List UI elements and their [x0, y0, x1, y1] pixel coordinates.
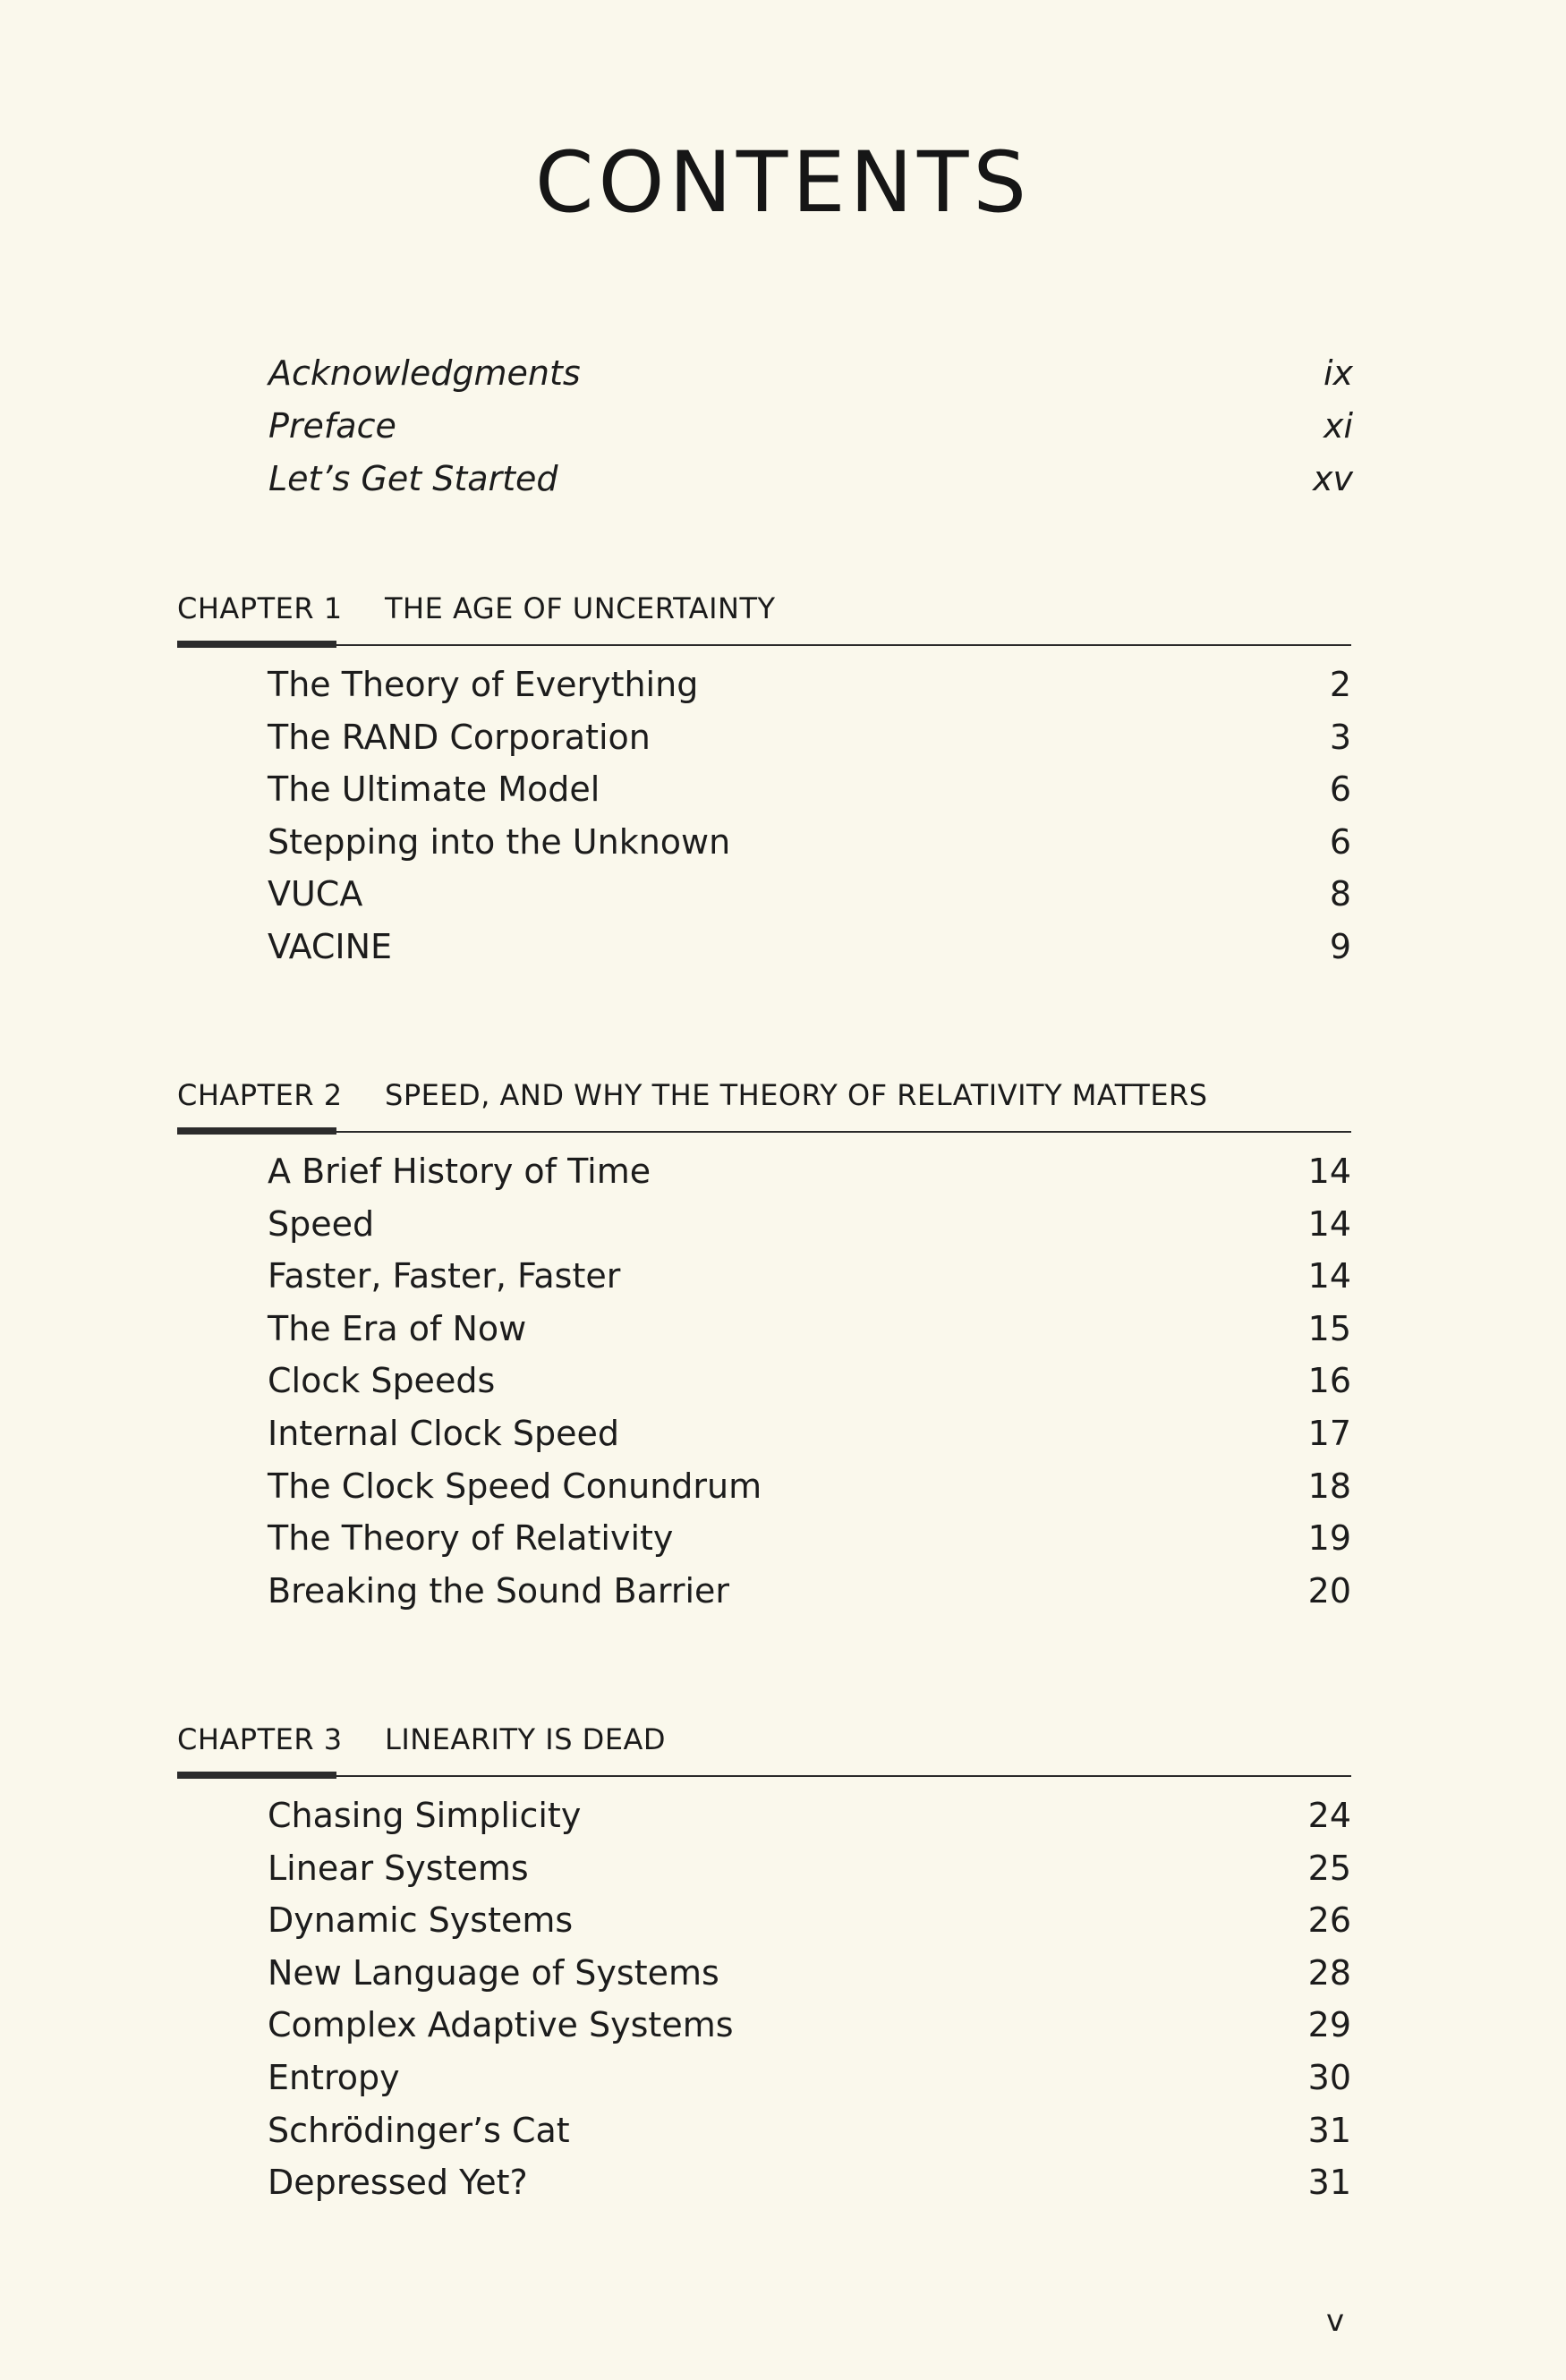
toc-entry[interactable]	[268, 821, 1351, 878]
page-title: CONTENTS	[534, 134, 1032, 232]
entry-label: The Theory of Everything	[268, 665, 699, 704]
entry-page: 17	[1307, 1413, 1351, 1453]
entry-label: The RAND Corporation	[268, 717, 651, 757]
entry-label: Schrödinger’s Cat	[268, 2110, 570, 2150]
chapter-divider	[177, 1772, 1351, 1781]
front-matter-item[interactable]	[268, 353, 1353, 409]
front-matter-item[interactable]	[268, 459, 1353, 514]
toc-entry[interactable]	[268, 769, 1351, 825]
entry-page: 26	[1307, 1900, 1351, 1941]
entry-label: VACINE	[268, 926, 393, 966]
entry-label: Speed	[268, 1203, 375, 1244]
toc-entry[interactable]	[268, 1848, 1351, 1904]
toc-entry[interactable]	[268, 1308, 1351, 1364]
entry-label: Stepping into the Unknown	[268, 821, 731, 862]
chapter-label: CHAPTER 2	[177, 1078, 343, 1112]
chapter-title: LINEARITY IS DEAD	[385, 1722, 667, 1756]
chapter-title: THE AGE OF UNCERTAINTY	[385, 591, 776, 625]
entry-label: VUCA	[268, 874, 363, 914]
toc-entry[interactable]	[268, 1361, 1351, 1416]
entry-page: 16	[1307, 1361, 1351, 1401]
page-number: v	[1326, 2303, 1345, 2339]
toc-entry[interactable]	[268, 874, 1351, 930]
entry-page: 30	[1307, 2057, 1351, 2097]
entry-page: 3	[1329, 717, 1351, 757]
entry-page: 14	[1307, 1256, 1351, 1296]
chapter-2-section	[177, 1078, 1351, 1626]
entry-label: Breaking the Sound Barrier	[268, 1570, 730, 1611]
toc-entry[interactable]	[268, 2005, 1351, 2061]
entry-page: 29	[1307, 2005, 1351, 2045]
entry-page: ix	[1323, 353, 1353, 393]
toc-entry[interactable]	[268, 1798, 1351, 1851]
entry-page: 14	[1307, 1203, 1351, 1244]
chapter-entries	[268, 1154, 1351, 1626]
entry-page: 14	[1307, 1152, 1351, 1191]
chapter-label: CHAPTER 3	[177, 1722, 343, 1756]
entry-label: Acknowledgments	[268, 353, 581, 393]
entry-label: The Ultimate Model	[268, 769, 600, 810]
toc-entry[interactable]	[268, 1570, 1351, 1627]
entry-page: 6	[1329, 821, 1351, 862]
chapter-entries	[268, 1798, 1351, 2218]
entry-label: Complex Adaptive Systems	[268, 2005, 734, 2045]
entry-page: xi	[1323, 406, 1353, 446]
toc-entry[interactable]	[268, 2110, 1351, 2166]
entry-label: The Clock Speed Conundrum	[268, 1466, 762, 1506]
chapter-entries	[268, 667, 1351, 982]
toc-entry[interactable]	[268, 1203, 1351, 1260]
entry-page: 18	[1307, 1466, 1351, 1506]
entry-page: 25	[1307, 1848, 1351, 1888]
entry-page: 9	[1329, 926, 1351, 966]
entry-page: 15	[1307, 1308, 1351, 1348]
entry-page: 28	[1307, 1952, 1351, 1993]
entry-label: The Theory of Relativity	[268, 1518, 674, 1559]
entry-label: New Language of Systems	[268, 1952, 719, 1993]
toc-entry[interactable]	[268, 1466, 1351, 1522]
entry-label: Clock Speeds	[268, 1361, 496, 1401]
chapter-heading[interactable]	[177, 1078, 1351, 1127]
chapter-divider	[177, 641, 1351, 650]
toc-entry[interactable]	[268, 2057, 1351, 2113]
chapter-1-section	[177, 591, 1351, 982]
entry-label: A Brief History of Time	[268, 1152, 651, 1191]
toc-entry[interactable]	[268, 1952, 1351, 2009]
entry-label: Faster, Faster, Faster	[268, 1256, 621, 1296]
toc-entry[interactable]	[268, 1518, 1351, 1574]
toc-entry[interactable]	[268, 717, 1351, 773]
chapter-label: CHAPTER 1	[177, 591, 343, 625]
entry-page: 31	[1307, 2163, 1351, 2203]
entry-page: 19	[1307, 1518, 1351, 1559]
toc-entry[interactable]	[268, 1154, 1351, 1207]
entry-label: Chasing Simplicity	[268, 1796, 582, 1835]
chapter-heading[interactable]	[177, 1722, 1351, 1772]
entry-label: Entropy	[268, 2057, 400, 2097]
toc-entry[interactable]	[268, 1413, 1351, 1469]
chapter-title: SPEED, AND WHY THE THEORY OF RELATIVITY MATTERS	[385, 1078, 1208, 1112]
entry-label: Dynamic Systems	[268, 1900, 574, 1941]
toc-entry[interactable]	[268, 1256, 1351, 1312]
entry-label: The Era of Now	[268, 1308, 527, 1348]
chapter-heading[interactable]	[177, 591, 1351, 641]
entry-label: Linear Systems	[268, 1848, 529, 1888]
entry-page: 8	[1329, 874, 1351, 914]
front-matter-list	[268, 353, 1353, 514]
toc-entry[interactable]	[268, 667, 1351, 720]
entry-page: 6	[1329, 769, 1351, 810]
entry-label: Let’s Get Started	[268, 459, 558, 498]
toc-entry[interactable]	[268, 1900, 1351, 1956]
chapter-divider	[177, 1127, 1351, 1136]
entry-page: 24	[1307, 1796, 1351, 1835]
entry-label: Preface	[268, 406, 396, 446]
entry-page: 20	[1307, 1570, 1351, 1611]
entry-label: Depressed Yet?	[268, 2163, 528, 2203]
chapter-3-section	[177, 1722, 1351, 2218]
toc-entry[interactable]	[268, 2165, 1351, 2218]
entry-page: 2	[1329, 665, 1351, 704]
toc-entry[interactable]	[268, 926, 1351, 982]
entry-page: 31	[1307, 2110, 1351, 2150]
entry-page: xv	[1313, 459, 1353, 498]
front-matter-item[interactable]	[268, 406, 1353, 462]
entry-label: Internal Clock Speed	[268, 1413, 619, 1453]
